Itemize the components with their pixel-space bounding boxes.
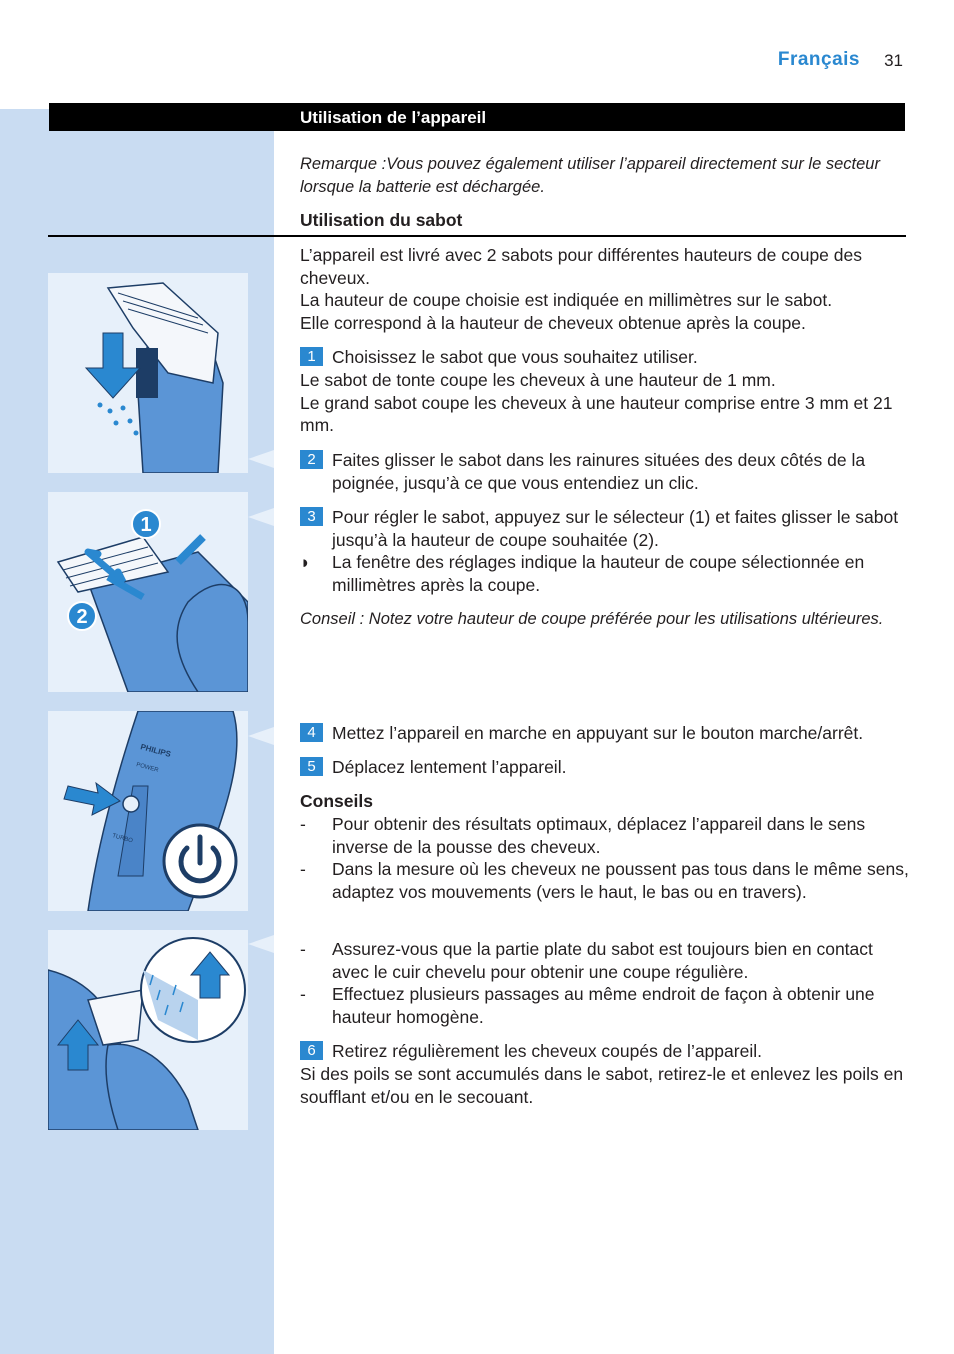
illustration-cutting	[48, 930, 248, 1130]
step-number-badge: 3	[300, 507, 323, 526]
detail-line: Le grand sabot coupe les cheveux à une hauteur comprise entre 3 mm et 21 mm.	[300, 392, 893, 435]
step-text: Choisissez le sabot que vous souhaitez utiliser.	[332, 347, 698, 367]
step-number-badge: 1	[300, 347, 323, 366]
step-6	[300, 1040, 910, 1063]
step-text: Pour régler le sabot, appuyez sur le sélecteur (1) et faites glisser le sabot jusqu’à la hauteur de coupe souhaitée (2).	[332, 507, 899, 550]
language-header: Français	[777, 49, 860, 70]
step1-details	[300, 369, 910, 437]
intro-line: L’appareil est livré avec 2 sabots pour différentes hauteurs de coupe des cheveux.	[300, 245, 862, 288]
conseil-item	[300, 938, 910, 983]
step-text: Déplacez lentement l’appareil.	[332, 757, 567, 777]
step-text: Mettez l’appareil en marche en appuyant sur le bouton marche/arrêt.	[332, 723, 864, 743]
power-on-drawing	[48, 711, 248, 911]
conseil-text: Pour obtenir des résultats optimaux, déplacez l’appareil dans le sens inverse de la pousse des cheveux.	[332, 814, 866, 857]
conseil-text: Assurez-vous que la partie plate du sabot est toujours bien en contact avec le cuir chevelu pour obtenir une coupe régulière.	[332, 939, 873, 982]
illustration-pointer	[248, 450, 274, 468]
brand-label: PHILIPS	[139, 742, 172, 759]
bullet-marker: ◗	[300, 552, 311, 572]
step-5	[300, 756, 910, 779]
illustration-power-on	[48, 711, 248, 911]
badge-1: 1	[140, 514, 152, 536]
dash-marker: -	[300, 939, 306, 959]
conseil-item	[300, 858, 910, 903]
intro-paragraph	[300, 244, 910, 334]
cutting-drawing	[48, 930, 248, 1130]
result-bullet	[300, 551, 910, 596]
bullet-text: La fenêtre des réglages indique la hauteur de coupe sélectionnée en millimètres après la coupe.	[332, 552, 865, 595]
divider-rule	[48, 235, 906, 237]
step-text: Faites glisser le sabot dans les rainures situées des deux côtés de la poignée, jusqu’à ce que vous entendiez un clic.	[332, 450, 866, 493]
dash-marker: -	[300, 984, 306, 1004]
step-number-badge: 4	[300, 723, 323, 742]
section-title: Utilisation de l’appareil	[300, 108, 487, 127]
step-1	[300, 346, 910, 369]
conseil-text: Dans la mesure où les cheveux ne poussent pas tous dans le même sens, adaptez vos mouvements (vers le haut, le bas ou en travers).	[332, 859, 909, 902]
intro-line: La hauteur de coupe choisie est indiquée en millimètres sur le sabot.	[300, 290, 833, 310]
adjust-comb-drawing	[48, 492, 248, 692]
detail-line: Le sabot de tonte coupe les cheveux à une hauteur de 1 mm.	[300, 370, 776, 390]
page-number: 31	[884, 51, 903, 70]
power-label: POWER	[135, 762, 159, 774]
turbo-label: TURBO	[111, 833, 134, 845]
illustration-adjust-comb	[48, 492, 248, 692]
subheading-sabot: Utilisation du sabot	[300, 210, 463, 230]
intro-line: Elle correspond à la hauteur de cheveux obtenue après la coupe.	[300, 312, 806, 333]
step6-detail: Si des poils se sont accumulés dans le sabot, retirez-le et enlevez les poils en soufflant et/ou en le secouant.	[300, 1064, 904, 1107]
attach-comb-drawing	[48, 273, 248, 473]
step-2	[300, 449, 910, 494]
tip-note: Conseil : Notez votre hauteur de coupe préférée pour les utilisations ultérieures.	[300, 610, 884, 628]
step-number-badge: 5	[300, 757, 323, 776]
conseil-item	[300, 813, 910, 858]
conseils-heading: Conseils	[300, 791, 373, 811]
illustration-pointer	[248, 508, 274, 526]
step-4	[300, 722, 910, 745]
remark-note: Remarque :Vous pouvez également utiliser l’appareil directement sur le secteur lorsque la batterie est déchargée.	[300, 155, 880, 196]
illustration-pointer	[248, 935, 274, 953]
step-text: Retirez régulièrement les cheveux coupés de l’appareil.	[332, 1041, 762, 1061]
step-number-badge: 2	[300, 450, 323, 469]
badge-2: 2	[76, 606, 88, 628]
conseil-item	[300, 983, 910, 1028]
dash-marker: -	[300, 859, 306, 879]
conseil-text: Effectuez plusieurs passages au même endroit de façon à obtenir une hauteur homogène.	[332, 984, 875, 1027]
step-number-badge: 6	[300, 1041, 323, 1060]
illustration-pointer	[248, 727, 274, 745]
step-3	[300, 506, 910, 551]
illustration-attach-comb	[48, 273, 248, 473]
dash-marker: -	[300, 814, 306, 834]
